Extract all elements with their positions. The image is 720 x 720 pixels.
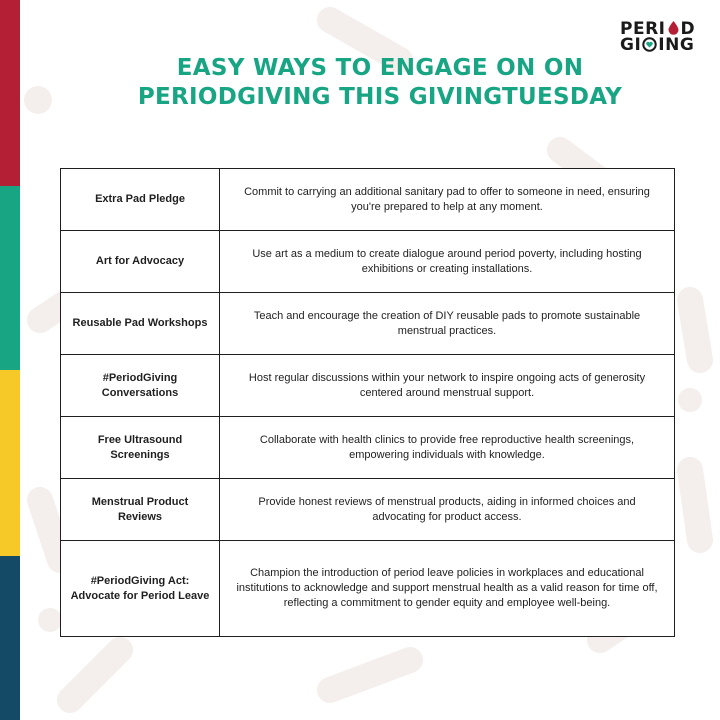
table-row: [61, 231, 675, 293]
action-cell: #PeriodGiving Conversations: [61, 355, 220, 417]
description-cell: Collaborate with health clinics to provide free reproductive health screenings, empowering individuals with knowledge.: [220, 417, 675, 479]
action-cell: Free Ultrasound Screenings: [61, 417, 220, 479]
stripe-yellow: [0, 370, 20, 556]
description-cell: Provide honest reviews of menstrual products, aiding in informed choices and advocating for product access.: [220, 479, 675, 541]
stripe-green: [0, 186, 20, 370]
description-cell: Champion the introduction of period leave policies in workplaces and educational institutions to acknowledge and support menstrual health as a valid reason for time off, reflecting a commitment to gender equity and employee well-being.: [220, 541, 675, 637]
table-row: [61, 541, 675, 637]
action-cell: Reusable Pad Workshops: [61, 293, 220, 355]
table-row: [61, 355, 675, 417]
action-cell: Art for Advocacy: [61, 231, 220, 293]
action-cell: Extra Pad Pledge: [61, 169, 220, 231]
title-line-1: EASY WAYS TO ENGAGE ON ON: [176, 55, 584, 81]
heart-hands-icon: [642, 37, 657, 52]
title-line-2: PERIODGIVING THIS GIVINGTUESDAY: [137, 84, 623, 110]
description-cell: Use art as a medium to create dialogue around period poverty, including hosting exhibitions or creating installations.: [220, 231, 675, 293]
table-row: [61, 417, 675, 479]
logo-line-1: PERI D: [620, 19, 696, 39]
drop-icon: [667, 20, 680, 35]
table-row: [61, 169, 675, 231]
logo-line-2: GI ING: [620, 35, 695, 55]
table-row: [61, 479, 675, 541]
stripe-navy: [0, 556, 20, 720]
description-cell: Commit to carrying an additional sanitary pad to offer to someone in need, ensuring you're prepared to help at any moment.: [220, 169, 675, 231]
table-row: [61, 293, 675, 355]
description-cell: Host regular discussions within your network to inspire ongoing acts of generosity centered around menstrual support.: [220, 355, 675, 417]
page-title: [30, 54, 720, 112]
brand-logo: [620, 19, 696, 55]
stripe-red: [0, 0, 20, 186]
ideas-table: [60, 168, 675, 637]
action-cell: Menstrual Product Reviews: [61, 479, 220, 541]
action-cell: #PeriodGiving Act: Advocate for Period Leave: [61, 541, 220, 637]
description-cell: Teach and encourage the creation of DIY reusable pads to promote sustainable menstrual practices.: [220, 293, 675, 355]
